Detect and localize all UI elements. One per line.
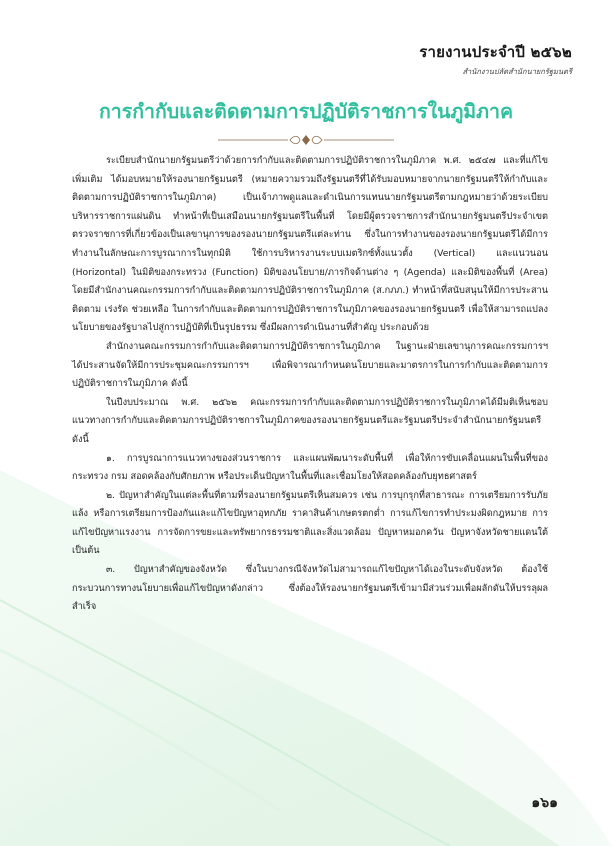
list-item-2: ๒. ปัญหาสำคัญในแต่ละพื้นที่ตามที่รองนายกรัฐมนตรีเห็นสมควร เช่น การบุกรุกที่สาธารณะ การเตรียมการรับภัยแล้ง หรือการเตรียมการป้องกันและแก้ไขปัญหาอุทกภัย ราคาสินค้าเกษตรตกต่ำ การแก้ไขการทำประมงผิดกฎหมาย การแก้ไขปัญหาแรงงาน การจัดการขยะและทรัพยากรธรรมชาติและสิ่งแวดล้อม ปัญหาหมอกควัน ปัญหาจังหวัดชายแดนใต้ เป็นต้น — [72, 489, 548, 557]
page-header — [419, 40, 572, 78]
paragraph-intro: ระเบียบสำนักนายกรัฐมนตรีว่าด้วยการกำกับและติดตามการปฏิบัติราชการในภูมิภาค พ.ศ. ๒๕๔๗ และที่แก้ไขเพิ่มเติม ได้มอบหมายให้รองนายกรัฐมนตรี (หมายความรวมถึงรัฐมนตรีที่ได้รับมอบหมายจากนายกรัฐมนตรีให้กำกับและติดตามการปฏิบัติราชการในภูมิภาค) เป็นเจ้าภาพดูแลและดำเนินการแทนนายกรัฐมนตรีตามกฎหมายว่าด้วยระเบียบบริหารราชการแผ่นดิน ทำหน้าที่เป็นเสมือนนายกรัฐมนตรีในพื้นที่ โดยมีผู้ตรวจราชการสำนักนายกรัฐมนตรีประจำเขตตรวจราชการที่เกี่ยวข้องเป็นเลขานุการของรองนายกรัฐมนตรีแต่ละท่าน ซึ่งในการทำงานของรองนายกรัฐมนตรีได้มีการทำงานในลักษณะการบูรณาการในทุกมิติ ใช้การบริหารงานระบบเมตริกซ์ทั้งแนวตั้ง (Vertical) และแนวนอน (Horizontal) ในมิติของกระทรวง (Function) มิติของนโยบาย/ภารกิจด้านต่าง ๆ (Agenda) และมิติของพื้นที่ (Area) โดยมีสำนักงานคณะกรรมการกำกับและติดตามการปฏิบัติราชการในภูมิภาค (ส.กภภ.) ทำหน้าที่สนับสนุนให้มีการประสาน ติดตาม เร่งรัด ช่วยเหลือ ในการกำกับและติดตามการปฏิบัติราชการในภูมิภาคของรองนายกรัฐมนตรี เพื่อให้สามารถแปลงนโยบายของรัฐบาลไปสู่การปฏิบัติที่เป็นรูปธรรม ซึ่งมีผลการดำเนินงานที่สำคัญ ประกอบด้วย — [72, 155, 548, 334]
paragraph-committee: สำนักงานคณะกรรมการกำกับและติดตามการปฏิบัติราชการในภูมิภาค ในฐานะฝ่ายเลขานุการคณะกรรมการฯ ได้ประสานจัดให้มีการประชุมคณะกรรมการฯ เพื่อพิจารณากำหนดนโยบายและมาตรการในการกำกับและติดตามการปฏิบัติราชการในภูมิภาค ดังนี้ — [72, 340, 548, 390]
divider-ornament — [218, 133, 394, 147]
report-title: รายงานประจำปี ๒๕๖๒ — [419, 43, 572, 61]
list-item-3: ๓. ปัญหาสำคัญของจังหวัด ซึ่งในบางกรณีจังหวัดไม่สามารถแก้ไขปัญหาได้เองในระดับจังหวัด ต้องใช้กระบวนการทางนโยบายเพื่อแก้ไขปัญหาดังกล่าว ซึ่งต้องให้รองนายกรัฐมนตรีเข้ามามีส่วนร่วมเพื่อผลักดันให้บรรลุผลสำเร็จ — [72, 564, 548, 613]
list-item-1: ๑. การบูรณาการแนวทางของส่วนราชการ และแผนพัฒนาระดับพื้นที่ เพื่อให้การขับเคลื่อนแผนในพื้นที่ของกระทรวง กรม สอดคล้องกับศักยภาพ หรือประเด็นปัญหาในพื้นที่และเชื่อมโยงให้สอดคล้องกับยุทธศาสตร์ — [72, 452, 548, 483]
report-subtitle: สำนักงานปลัดสำนักนายกรัฐมนตรี — [462, 67, 572, 76]
paragraph-fiscal-year: ในปีงบประมาณ พ.ศ. ๒๕๖๒ คณะกรรมการกำกับและติดตามการปฏิบัติราชการในภูมิภาคได้มีมติเห็นชอบแนวทางการกำกับและติดตามการปฏิบัติราชการในภูมิภาคของรองนายกรัฐมนตรีและรัฐมนตรีประจำสำนักนายกรัฐมนตรี ดังนี้ — [72, 396, 548, 445]
page-number: ๑๖๑ — [531, 795, 558, 811]
page-heading: การกำกับและติดตามการปฏิบัติราชการในภูมิภาค — [99, 100, 513, 123]
body-text — [72, 152, 548, 617]
